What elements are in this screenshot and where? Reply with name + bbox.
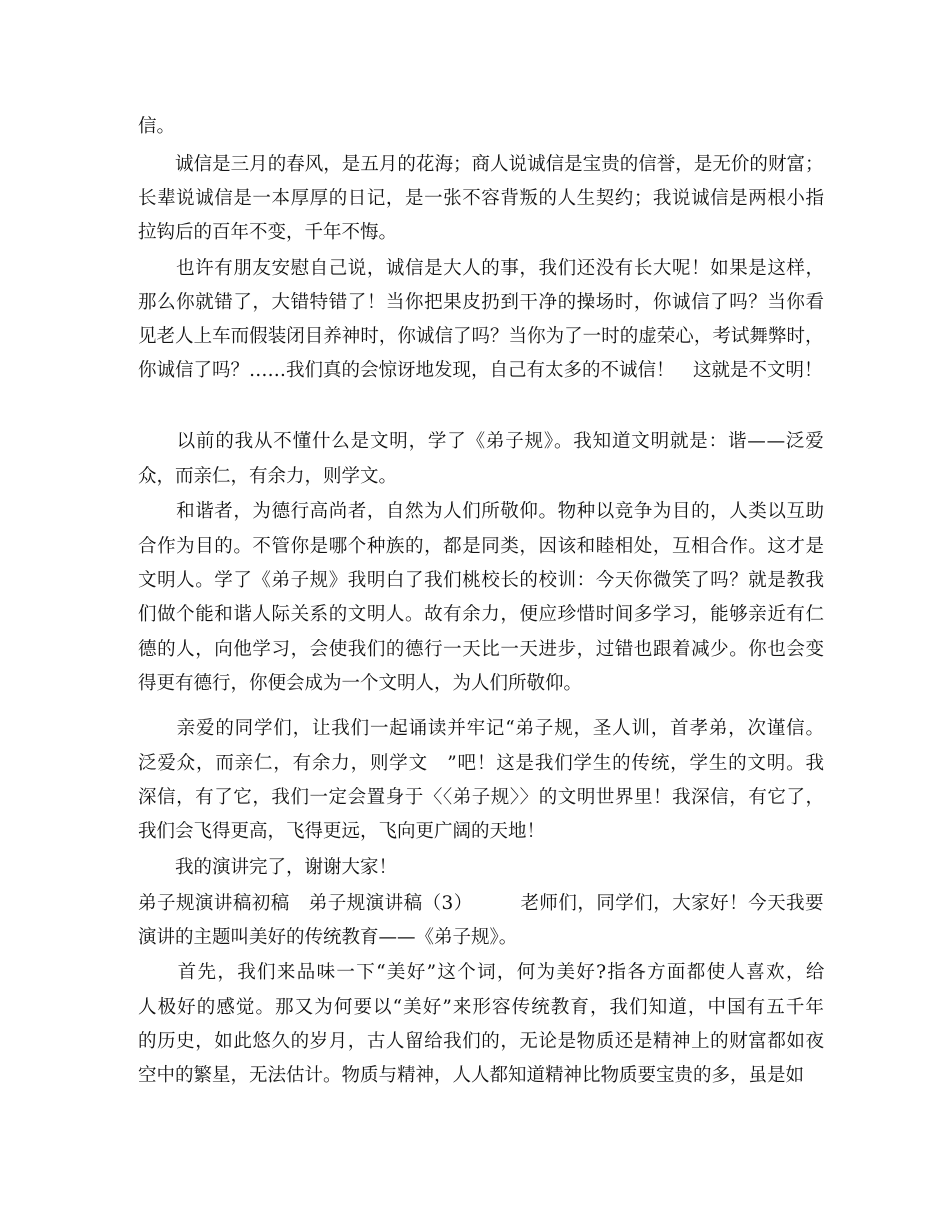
text-line: 合作为目的。不管你是哪个种族的，都是同类，因该和睦相处，互相合作。这才是: [138, 536, 825, 557]
text-line: 和谐者，为德行高尚者，自然为人们所敬仰。物种以竞争为目的，人类以互助: [138, 501, 825, 522]
text-line: 我们会飞得更高，飞得更远，飞向更广阔的天地！: [138, 821, 546, 842]
text-line: 诚信是三月的春风，是五月的花海；商人说诚信是宝贵的信誉，是无价的财富；: [138, 154, 824, 175]
text-line: 德的人，向他学习，会使我们的德行一天比一天进步，过错也跟着减少。你也会变: [138, 639, 825, 660]
text-line: 空中的繁星，无法估计。物质与精神，人人都知道精神比物质要宝贵的多，虽是如: [138, 1065, 805, 1086]
text-line: 的历史，如此悠久的岁月，古人留给我们的，无论是物质还是精神上的财富都如夜: [138, 1031, 825, 1052]
text-line: 泛爱众，而亲仁，有余力，则学文 ”吧！这是我们学生的传统，学生的文明。我: [138, 753, 825, 774]
text-line: 亲爱的同学们，让我们一起诵读并牢记“弟子规，圣人训，首孝弟，次谨信。: [138, 718, 825, 739]
text-line: 信。: [138, 116, 176, 137]
text-line: 们做个能和谐人际关系的文明人。故有余力，便应珍惜时间多学习，能够亲近有仁: [138, 604, 825, 625]
text-line: 人极好的感觉。那又为何要以“美好”来形容传统教育，我们知道，中国有五千年: [138, 997, 826, 1018]
text-line: 拉钩后的百年不变，千年不悔。: [138, 222, 398, 243]
text-line: 见老人上车而假装闭目养神时，你诚信了吗？当你为了一时的虚荣心，考试舞弊时，: [138, 326, 824, 347]
text-line: 众，而亲仁，有余力，则学文。: [138, 466, 398, 487]
text-line: 你诚信了吗？……我们真的会惊讶地发现，自己有太多的不诚信！ 这就是不文明！: [138, 360, 823, 381]
text-line: 以前的我从不懂什么是文明，学了《弟子规》。我知道文明就是：谐——泛爱: [138, 431, 825, 452]
text-line: 深信，有了它，我们一定会置身于〈〈弟子规〉〉的文明世界里！我深信，有它了，: [138, 787, 825, 808]
text-line: 首先，我们来品味一下“美好”这个词，何为美好?指各方面都使人喜欢，给: [138, 962, 826, 983]
text-line: 得更有德行，你便会成为一个文明人，为人们所敬仰。: [138, 673, 583, 694]
text-line: 弟子规演讲稿初稿 弟子规演讲稿（3） 老师们，同学们，大家好！今天我要: [138, 893, 824, 914]
text-line: 长辈说诚信是一本厚厚的日记，是一张不容背叛的人生契约；我说诚信是两根小指: [138, 188, 825, 209]
text-line: 文明人。学了《弟子规》我明白了我们桃校长的校训：今天你微笑了吗？就是教我: [138, 570, 825, 591]
text-line: 那么你就错了，大错特错了！当你把果皮扔到干净的操场时，你诚信了吗？当你看: [138, 292, 825, 313]
text-line: 我的演讲完了，谢谢大家！: [138, 857, 398, 878]
text-line: 也许有朋友安慰自己说，诚信是大人的事，我们还没有长大呢！如果是这样，: [138, 258, 825, 279]
text-line: 演讲的主题叫美好的传统教育——《弟子规》。: [138, 927, 518, 948]
